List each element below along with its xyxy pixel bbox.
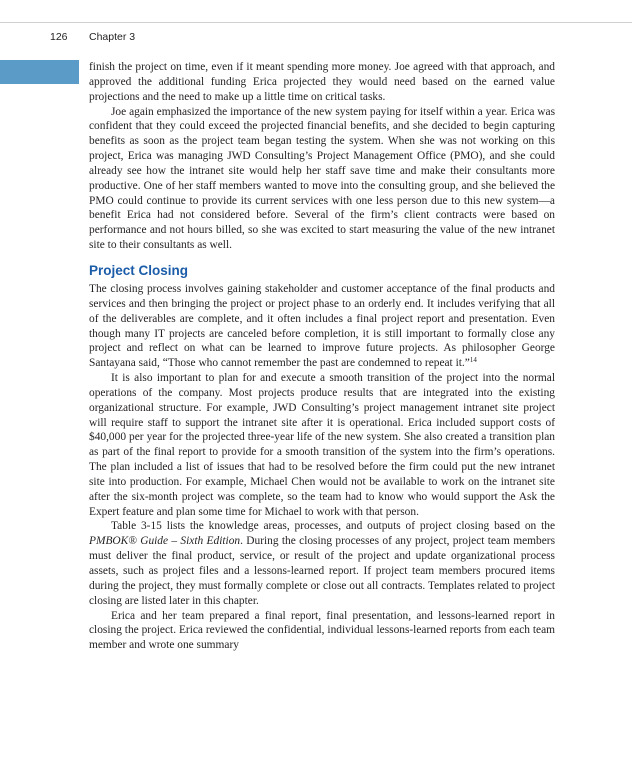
page-body [89, 60, 555, 653]
pmbok-guide-title: PMBOK® Guide – Sixth Edition [89, 535, 241, 548]
paragraph-table-reference [89, 519, 555, 608]
paragraph-final-report: Erica and her team prepared a final report, final presentation, and lessons-learned report in closing the project. Erica reviewed the confidential, individual lessons-learned reports from each team member and wrote one summary [89, 609, 555, 652]
paragraph-table-reference-lead: Table 3-15 lists the knowledge areas, processes, and outputs of project closing based on the [111, 520, 555, 533]
paragraph-benefits: Joe again emphasized the importance of the new system paying for itself within a year. Erica was confident that they could exceed the projected financial benefits, and she decided to begin capturing benefits as soon as the project team began testing the system. When she was not working on this project, Erica was managing JWD Consulting’s Project Management Office (PMO), and she could already see how the intranet site would help her staff save time and make their consultants more productive. One of her staff members wanted to move into the consulting group, and she believed the PMO could continue to provide its current services with one less person due to this new system—a benefit Erica had not considered before. Several of the firm’s client contracts were based on performance and not hours billed, so she was excited to start measuring the value of the new intranet site to their consultants as well. [89, 105, 555, 252]
paragraph-table-reference-tail: . During the closing processes of any project, project team members must deliver the final product, service, or result of the project and update organizational process assets, such as project files and a lessons-learned report. If project team members procured items during the project, they must formally complete or close out all contracts. Templates related to project closing are listed later in this chapter. [89, 535, 555, 607]
footnote-ref: 14 [469, 356, 477, 365]
side-color-tab [0, 60, 79, 84]
paragraph-closing-process-text: The closing process involves gaining stakeholder and customer acceptance of the final products and services and then bringing the project or project phase to an orderly end. It includes verifying that all of the deliverables are complete, and it often includes a final project report and presentation. Even though many IT projects are canceled before completion, it is still important to formally close any project and reflect on what can be learned to improve future projects. As philosopher George Santayana said, “Those who cannot remember the past are condemned to repeat it.” [89, 282, 555, 370]
running-head: Chapter 3 [89, 31, 136, 43]
header-rule [0, 22, 632, 23]
paragraph-continued: finish the project on time, even if it meant spending more money. Joe agreed with that approach, and approved the additional funding Erica projected they would need based on the earned value projections and the need to make up a little time on critical tasks. [89, 61, 555, 103]
page-number: 126 [50, 31, 68, 43]
section-heading-project-closing: Project Closing [89, 262, 189, 278]
paragraph-closing-process [89, 282, 555, 371]
paragraph-transition: It is also important to plan for and execute a smooth transition of the project into the normal operations of the company. Most projects produce results that are integrated into the existing organizational structure. For example, JWD Consulting’s project management intranet site project will require staff to support the intranet site after it is operational. Erica included support costs of $40,000 per year for the projected three-year life of the new system. She also created a transition plan as part of the final report to provide for a smooth transition of the system into the firm’s operations. The plan included a list of issues that had to be resolved before the firm could put the new intranet site into production. For example, Michael Chen would not be available to work on the intranet site after the six-month project was complete, so the team had to know who would support the Ask the Expert feature and plan some time for Michael to work with that person. [89, 372, 555, 518]
